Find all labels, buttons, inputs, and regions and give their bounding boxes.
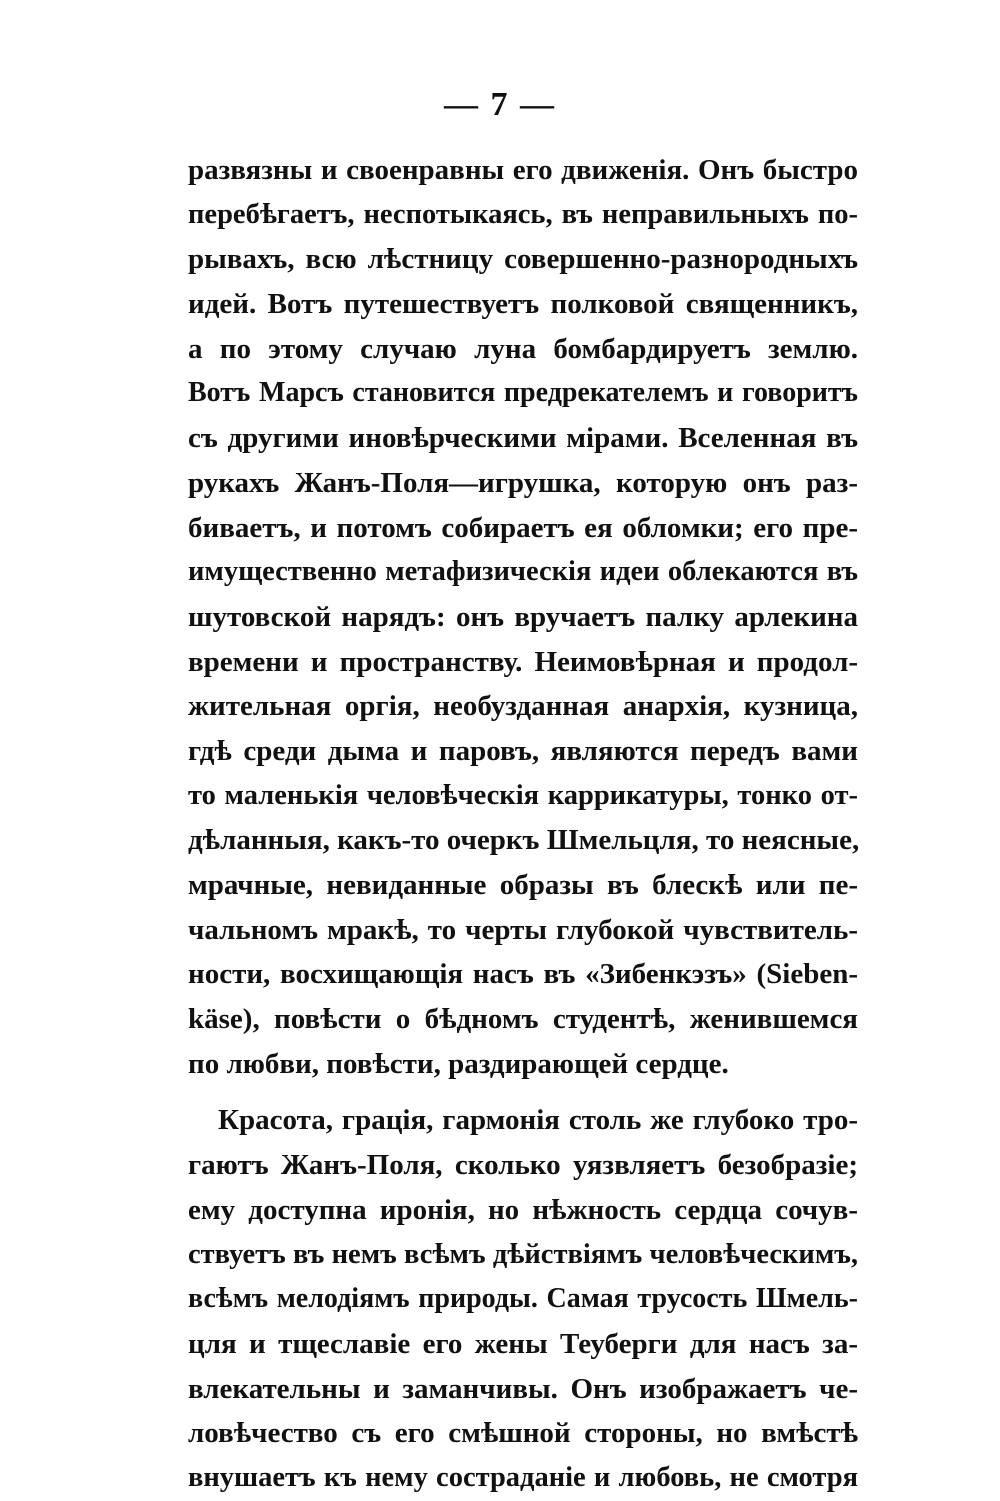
page-number: — 7 —: [444, 86, 556, 123]
text-line: по любви, повѣсти, раздирающей сердце.: [188, 1047, 729, 1080]
paragraph-1: [188, 148, 858, 1086]
text-line: käse), повѣсти о бѣдномъ студентѣ, женившемся: [188, 1003, 858, 1036]
text-line: ему доступна иронія, но нѣжность сердца сочув-: [188, 1193, 858, 1226]
text-line: биваетъ, и потомъ собираетъ ея обломки; его пре-: [188, 511, 858, 544]
text-line: времени и пространству. Неимовѣрная и продол-: [188, 645, 858, 678]
text-line: чальномъ мракѣ, то черты глубокой чувствитель-: [188, 913, 858, 946]
text-line: шутовской нарядъ: онъ вручаетъ палку арлекина: [188, 600, 858, 633]
text-line: ловѣчество съ его смѣшной стороны, но вмѣстѣ: [188, 1417, 858, 1450]
text-line: рывахъ, всю лѣстницу совершенно-разнородныхъ: [188, 243, 858, 276]
text-line: перебѣгаетъ, неспотыкаясь, въ неправильныхъ по-: [188, 198, 858, 230]
text-line: дѣланныя, какъ-то очеркъ Шмельцля, то неясные,: [188, 824, 860, 857]
text-line: мрачные, невиданные образы въ блескѣ или пе-: [188, 869, 858, 901]
body-text: [188, 148, 858, 1501]
paragraph-2: [188, 1098, 858, 1500]
text-line: гдѣ среди дыма и паровъ, являются передъ вами: [188, 734, 858, 767]
text-line: ности, восхищающія насъ въ «Зибенкэзъ» (Sieben-: [188, 958, 858, 991]
text-line: развязны и своенравны его движенія. Онъ быстро: [188, 154, 858, 186]
paragraph-spacer: [188, 1086, 858, 1098]
text-line: Вотъ Марсъ становится предрекателемъ и говоритъ: [188, 377, 858, 409]
text-line: то маленькія человѣческія каррикатуры, тонко от-: [188, 779, 858, 811]
text-line: внушаетъ къ нему состраданіе и любовь, не смотря: [188, 1461, 858, 1493]
text-line: влекательны и заманчивы. Онъ изображаетъ че-: [188, 1372, 858, 1405]
text-line: жительная оргія, необузданная анархія, кузница,: [188, 690, 858, 723]
text-line: идей. Вотъ путешествуетъ полковой священникъ,: [188, 288, 858, 321]
text-line: ствуетъ въ немъ всѣмъ дѣйствіямъ человѣческимъ,: [188, 1238, 858, 1270]
text-line: рукахъ Жанъ-Поля—игрушка, которую онъ раз-: [188, 466, 858, 499]
text-line: гаютъ Жанъ-Поля, сколько уязвляетъ безобразіе;: [188, 1149, 858, 1182]
text-line: Красота, грація, гармонія столь же глубоко тро-: [218, 1104, 858, 1137]
text-line: имущественно метафизическія идеи облекаются въ: [188, 556, 858, 588]
text-line: а по этому случаю луна бомбардируетъ землю.: [188, 332, 858, 365]
text-line: всѣмъ мелодіямъ природы. Самая трусость Шмель-: [188, 1283, 858, 1315]
text-line: цля и тщеславіе его жены Теуберги для насъ за-: [188, 1327, 858, 1360]
text-line: съ другими иновѣрческими мірами. Вселенная въ: [188, 422, 858, 455]
